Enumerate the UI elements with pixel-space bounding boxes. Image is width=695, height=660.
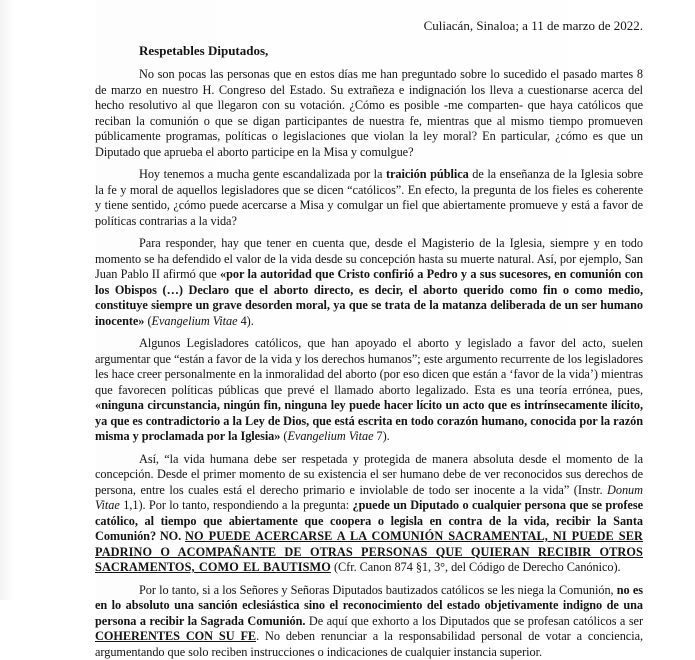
paragraph-6-underlined: COHERENTES CON SU FE <box>95 629 256 643</box>
letter-date: Culiacán, Sinaloa; a 11 de marzo de 2022. <box>95 18 643 34</box>
paragraph-3 <box>95 236 643 329</box>
paragraph-6 <box>95 583 643 660</box>
paragraph-3-paren-open: ( <box>144 314 151 328</box>
paragraph-3-citation: Evangelium Vitae <box>152 314 238 328</box>
paragraph-6-text-end: . No deben renunciar a la responsabilidad personal de votar a conciencia, argumentando que solo reciben instrucciones o indicaciones de cualquier instancia superior. <box>95 629 643 659</box>
paragraph-5-text: Así, “la vida humana debe ser respetada y protegida de manera absoluta desde el momento de la concepción. Desde el primer momento de su existencia el ser humano debe de ver reconocidos sus derechos de persona, entre los cuales está el derecho primario e inviolable de todo ser inocente a la vida” (Instr. <box>95 452 643 497</box>
paragraph-5-underlined-statement: NO PUEDE ACERCARSE A LA COMUNIÓN SACRAMENTAL, NI PUEDE SER PADRINO O ACOMPAÑANTE DE OTRAS PERSONAS QUE QUIERAN RECIBIR OTROS SACRAMENTOS, COMO EL BAUTISMO <box>95 529 643 574</box>
paragraph-2-text: Hoy tenemos a mucha gente escandalizada por la <box>139 167 386 181</box>
paragraph-3-quote: «por la autoridad que Cristo confirió a Pedro y a sus sucesores, en comunión con los Obispos (…) Declaro que el aborto directo, es decir, el aborto querido como fin o como medio, constituye siempre un grave desorden moral, ya que se trata de la matanza deliberada de un ser humano inocente» <box>95 267 643 328</box>
paragraph-4-text: Algunos Legisladores católicos, que han apoyado el aborto y legislado a favor del acto, suelen argumentar que “están a favor de la vida y los derechos humanos”; este argumento recurrente de los legisladores les hace creer personalmente en la inmoralidad del aborto (por eso dicen que están a ‘favor de la vida’) mientras que favorecen políticas públicas que prevé el llamado aborto legalizado. Esta es una teoría errónea, pues, <box>95 336 643 397</box>
paragraph-5-canon-reference: (Cfr. Canon 874 §1, 3°, del Código de Derecho Canónico). <box>331 560 621 574</box>
paragraph-5-citation: Donum Vitae <box>95 483 643 513</box>
paragraph-5 <box>95 452 643 576</box>
paragraph-2-text-end: de la enseñanza de la Iglesia sobre la fe y moral de aquellos legisladores que se dicen “católicos”. En efecto, la pregunta de los fieles es coherente y tiene sentido, ¿cómo puede acercarse a Misa y comulgar un fiel que abiertamente promueve y está a favor de políticas contrarias a la vida? <box>95 167 643 228</box>
paragraph-1 <box>95 67 643 160</box>
paragraph-6-emphasis: no es en lo absoluto una sanción eclesiástica sino el reconocimiento del estado objetivamente indigno de una persona a recibir la Sagrada Comunión. <box>95 583 643 628</box>
paragraph-4 <box>95 336 643 445</box>
paragraph-5-text-mid: 1,1). Por lo tanto, respondiendo a la pregunta: <box>120 498 353 512</box>
paragraph-1-text: No son pocas las personas que en estos días me han preguntado sobre lo sucedido el pasado martes 8 de marzo en nuestro H. Congreso del Estado. Su extrañeza e indignación los lleva a cuestionarse acerca del hecho resolutivo al que llegaron con su votación. ¿Cómo es posible -me comparten- que haya católicos que reciban la comunión o que se digan participantes de nuestra fe, mientras que al mismo tiempo promueven públicamente programas, políticas o legislaciones que violan la ley moral? En particular, ¿cómo es que un Diputado que aprueba el aborto participe en la Misa y comulgue? <box>95 67 643 159</box>
paragraph-5-question: ¿puede un Diputado o cualquier persona que se profese católico, al tiempo que abiertamente que coopera o legisla en contra de la vida, recibir la Santa Comunión? NO. <box>95 498 643 543</box>
paragraph-4-citation: Evangelium Vitae <box>287 429 373 443</box>
paragraph-3-text: Para responder, hay que tener en cuenta que, desde el Magisterio de la Iglesia, siempre y en todo momento se ha defendido el valor de la vida desde su concepción hasta su muerte natural. Así, por ejemplo, San Juan Pablo II afirmó que <box>95 236 643 281</box>
paragraph-3-citation-number: 4). <box>238 314 254 328</box>
paragraph-4-paren-open: ( <box>280 429 287 443</box>
paragraph-2 <box>95 167 643 229</box>
paragraph-4-quote: «ninguna circunstancia, ningún fin, ninguna ley puede hacer lícito un acto que es intrínsecamente ilícito, ya que es contradictorio a la Ley de Dios, que está escrita en todo corazón humano, conocida por la razón misma y proclamada por la Iglesia» <box>95 398 643 443</box>
paragraph-6-text-mid: De aquí que exhorto a los Diputados que se profesan católicos a ser <box>305 614 643 628</box>
salutation: Respetables Diputados, <box>139 43 643 59</box>
paragraph-2-emphasis: traición pública <box>386 167 469 181</box>
paragraph-6-text: Por lo tanto, si a los Señores y Señoras Diputados bautizados católicos se les niega la Comunión, <box>139 583 617 597</box>
paragraph-4-citation-number: 7). <box>374 429 390 443</box>
